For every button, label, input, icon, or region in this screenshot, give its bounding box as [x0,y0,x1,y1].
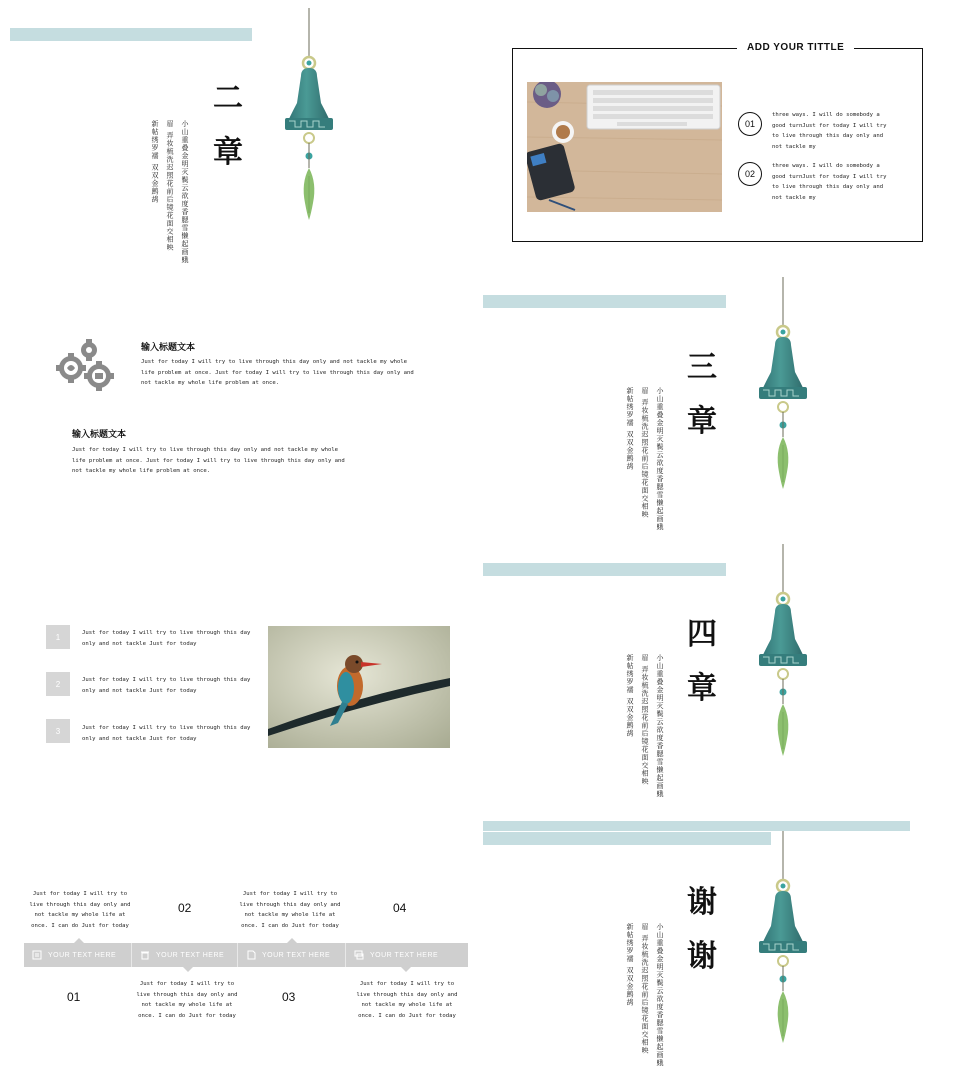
item-text: three ways. I will do somebody a good turnJust for today I will try to live through this day only and not tackle my [772,163,887,201]
poem-text: 小山重叠金明灭鬓云欲度香腮雪懒起画蛾 眉 弄妆梳洗迟照花前后镜花面交相映 新帖绣罗襦 双双金鹧鸪 [626,654,664,798]
accent-bar [483,563,726,576]
poem-text: 小山重叠金明灭鬓云欲度香腮雪懒起画蛾 眉 弄妆梳洗迟照花前后镜花面交相映 新帖绣罗襦 双双金鹧鸪 [626,387,664,531]
timeline-number: 03 [282,990,296,1004]
timeline-text-top: Just for today I will try to live through this day only and not tackle my whole life at once. I can do Just for today [29,891,131,929]
timeline-text-bottom: Just for today I will try to live through this day only and not tackle my whole life at once. I can do Just for today [136,981,238,1019]
block-title: 输入标题文本 [72,430,127,440]
chapter-title [685,608,719,716]
chapter-char: 四 [687,617,717,652]
slide-thanks [480,813,960,1084]
accent-bar-secondary [483,832,771,845]
segment-label: YOUR TEXT HERE [370,951,439,959]
chapter-char: 谢 [687,885,717,920]
document-icon [32,950,42,960]
timeline-number: 02 [178,901,192,915]
slide-heading: ADD YOUR TITTLE [737,42,854,53]
item-number-box: 2 [46,672,70,696]
timeline-text-bottom: Just for today I will try to live through this day only and not tackle my whole life at once. I can do Just for today [356,981,458,1019]
item-text: Just for today I will try to live through this day only and not tackle Just for today [82,725,251,742]
slide-add-title [480,0,960,271]
chapter-char: 章 [687,671,717,706]
kingfisher-photo [268,626,450,748]
slide-gears [0,271,480,542]
gears-icon [55,338,115,393]
item-number-badge: 01 [738,112,762,136]
segment-label: YOUR TEXT HERE [156,951,225,959]
slide-timeline [0,813,480,1084]
wind-chime-image [753,544,813,759]
timeline-segment [238,943,346,967]
chapter-char: 三 [687,350,717,385]
block-body: Just for today I will try to live through this day only and not tackle my whole life problem at once. Just for today I will try to live through this day only and not tackle my whole life problem at once. [141,359,414,386]
timeline-number: 04 [393,901,407,915]
wind-chime-image [753,277,813,492]
accent-bar [483,821,910,831]
chat-icon [354,950,364,960]
timeline-bar [24,943,468,967]
trash-icon [140,950,150,960]
item-number-box: 1 [46,625,70,649]
timeline-text-top: Just for today I will try to live through this day only and not tackle my whole life at once. I can do Just for today [239,891,341,929]
timeline-segment [132,943,238,967]
chapter-title [211,72,245,180]
item-text: Just for today I will try to live through this day only and not tackle Just for today [82,630,251,647]
slide-chapter-four [480,542,960,813]
chapter-char: 谢 [687,939,717,974]
item-number-badge: 02 [738,162,762,186]
wind-chime-image [753,831,813,1046]
accent-bar [10,28,252,41]
item-text: Just for today I will try to live through this day only and not tackle Just for today [82,677,251,694]
pointer-down [183,967,193,972]
chapter-char: 章 [213,135,243,170]
item-number-box: 3 [46,719,70,743]
chapter-char: 章 [687,404,717,439]
chapter-title [685,341,719,449]
slide-chapter-two [0,0,480,271]
slide-chapter-three [480,271,960,542]
block-body: Just for today I will try to live through this day only and not tackle my whole life problem at once. Just for today I will try to live through this day only and not tackle my whole life problem at once. [72,447,345,474]
slide-bird [0,542,480,813]
timeline-number: 01 [67,990,81,1004]
block-title: 输入标题文本 [141,343,196,353]
segment-label: YOUR TEXT HERE [262,951,331,959]
wind-chime-image [279,8,339,223]
note-icon [246,950,256,960]
poem-text: 小山重叠金明灭鬓云欲度香腮雪懒起画蛾 眉 弄妆梳洗迟照花前后镜花面交相映 新帖绣罗襦 双双金鹧鸪 [626,923,664,1067]
timeline-segment [346,943,468,967]
timeline-segment [24,943,132,967]
chapter-title [685,876,719,984]
poem-text: 小山重叠金明灭鬓云欲度香腮雪懒起画蛾 眉 弄妆梳洗迟照花前后镜花面交相映 新帖绣罗襦 双双金鹧鸪 [151,120,189,264]
segment-label: YOUR TEXT HERE [48,951,117,959]
item-text: three ways. I will do somebody a good turnJust for today I will try to live through this day only and not tackle my [772,112,887,150]
desk-photo [527,82,722,212]
pointer-down [401,967,411,972]
accent-bar [483,295,726,308]
chapter-char: 二 [213,81,243,116]
